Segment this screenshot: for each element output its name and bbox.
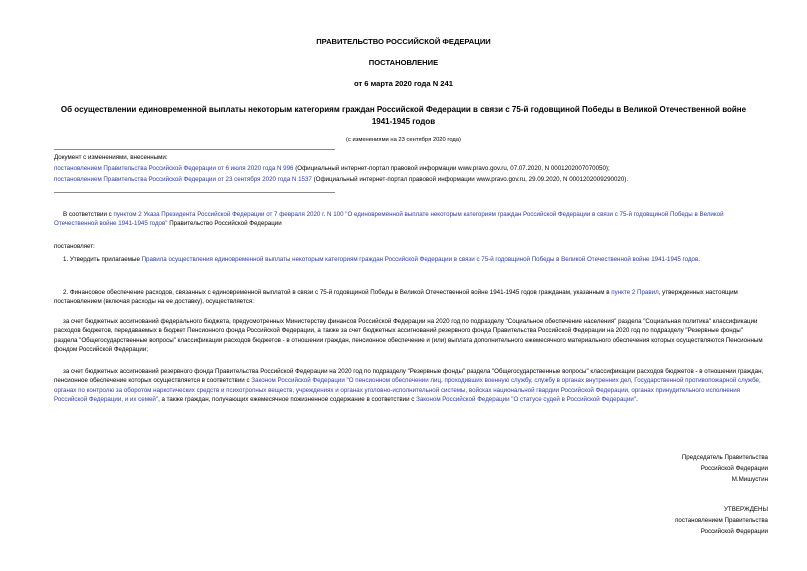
pension-law-link[interactable]: Законом Российской Федерации "О пенсионном обеспечении лиц, проходивших военную службу, службу в органах внутренних дел, Государственной противопожарной службе, органах по контролю за оборотом наркотических средств и психотропных веществ, учреждениях и органах уголовно-исполнительной системы, войсках национальной гвардии Российской Федерации, органах принудительного исполнения Российской Федерации, и их семей" <box>54 377 761 403</box>
paragraph-preamble <box>54 210 766 229</box>
reserve-text-mid: , а также граждан, получающих ежемесячное пожизненное содержание в соответствии с <box>158 395 417 403</box>
changes-bottom-divider <box>54 192 335 193</box>
doc-type-heading: ПОСТАНОВЛЕНИЕ <box>368 58 439 67</box>
paragraph-item-1 <box>54 255 766 264</box>
preamble-text-post: Правительство Российской Федерации <box>167 220 282 228</box>
item-1-post: . <box>698 256 701 263</box>
judges-law-link[interactable]: Законом Российской Федерации "О статусе судей в Российской Федерации" <box>416 395 637 403</box>
changes-intro: Документ с изменениями, внесенными: <box>54 154 168 161</box>
signature-org: Российской Федерации <box>700 465 768 472</box>
reserve-text-pre: за счет бюджетных ассигнований резервного фонда Правительства Российской Федерации на 2020 год по подразделу "Резервные фонды" раздела "Общегосударственные вопросы" классификации расходов бюджетов - в отношении граждан, пенсионное обеспечение которых осуществляется в соответствии с <box>54 368 764 385</box>
approved-heading: УТВЕРЖДЕНЫ <box>724 506 768 513</box>
item-2-pre: 2. Финансовое обеспечение расходов, связанных с единовременной выплатой в связи с 75-й годовщиной Победы в Великой Отечественной войне 1941-1945 годов гражданам, указанным в <box>63 289 612 296</box>
change-item-2 <box>54 175 766 184</box>
item-1-pre: 1. Утвердить прилагаемые <box>63 256 142 263</box>
change-link-2[interactable]: постановлением Правительства Российской Федерации от 23 сентября 2020 года N 1537 <box>54 176 312 183</box>
item-2-post: , утвержденных настоящим постановлением (включая расходы на ее доставку), осуществляется: <box>54 289 738 306</box>
decree-link[interactable]: пунктом 2 Указа Президента Российской Федерации от 7 февраля 2020 г. N 100 "О единовременной выплате некоторым категориям граждан Российской Федерации в связи с 75-й годовщиной Победы в Великой Отечественной войне 1941-1945 годов" <box>54 211 724 228</box>
paragraph-item-2 <box>54 288 766 307</box>
reserve-text-post: . <box>636 395 638 403</box>
document-title: Об осуществлении единовременной выплаты некоторым категориям граждан Российской Федерации в связи с 75-й годовщиной Победы в Великой Отечественной войне 1941-1945 годов <box>60 105 747 126</box>
paragraph-federal-budget: за счет бюджетных ассигнований федерального бюджета, предусмотренных Министерству финансов Российской Федерации на 2020 год по подразделу "Социальное обеспечение населения" раздела "Социальная политика" классификации расходов бюджетов, передаваемых в бюджет Пенсионного фонда Российской Федерации, а также за счет бюджетных ассигнований резервного фонда Правительства Российской Федерации на 2020 год по подразделу "Резервные фонды" раздела "Общегосударственные вопросы" классификации расходов бюджетов - в отношении граждан, пенсионное обеспечение и (или) выплата дополнительного ежемесячного материального обеспечения которых осуществляются Пенсионным фондом Российской Федерации; <box>54 318 763 353</box>
change-source-2: (Официальный интернет-портал правовой информации www.pravo.gov.ru, 29.09.2020, N 0001202009290020). <box>311 176 629 183</box>
approved-org: Российской Федерации <box>700 528 768 535</box>
paragraph-resolves: постановляет: <box>54 243 95 250</box>
rules-link[interactable]: Правила осуществления единовременной выплаты некоторым категориям граждан Российской Федерации в связи с 75-й годовщиной Победы в Великой Отечественной войне 1941-1945 годов <box>141 256 699 263</box>
signature-name: М.Мишустин <box>731 476 768 483</box>
change-item-1 <box>54 164 766 173</box>
approved-by: постановлением Правительства <box>675 517 768 524</box>
change-source-1: (Официальный интернет-портал правовой информации www.pravo.gov.ru, 07.07.2020, N 0001202007070050); <box>293 165 610 172</box>
government-heading: ПРАВИТЕЛЬСТВО РОССИЙСКОЙ ФЕДЕРАЦИИ <box>316 37 491 46</box>
date-number-heading: от 6 марта 2020 года N 241 <box>354 79 453 88</box>
signature-title: Председатель Правительства <box>681 454 768 461</box>
preamble-text-pre: В соответствии с <box>63 211 114 218</box>
edit-note: (с изменениями на 23 сентября 2020 года) <box>346 137 461 143</box>
rules-clause-link[interactable]: пункте 2 Правил <box>611 289 659 296</box>
changes-top-divider <box>54 149 335 150</box>
change-link-1[interactable]: постановлением Правительства Российской Федерации от 6 июля 2020 года N 996 <box>54 165 294 172</box>
paragraph-reserve-fund <box>54 367 766 404</box>
